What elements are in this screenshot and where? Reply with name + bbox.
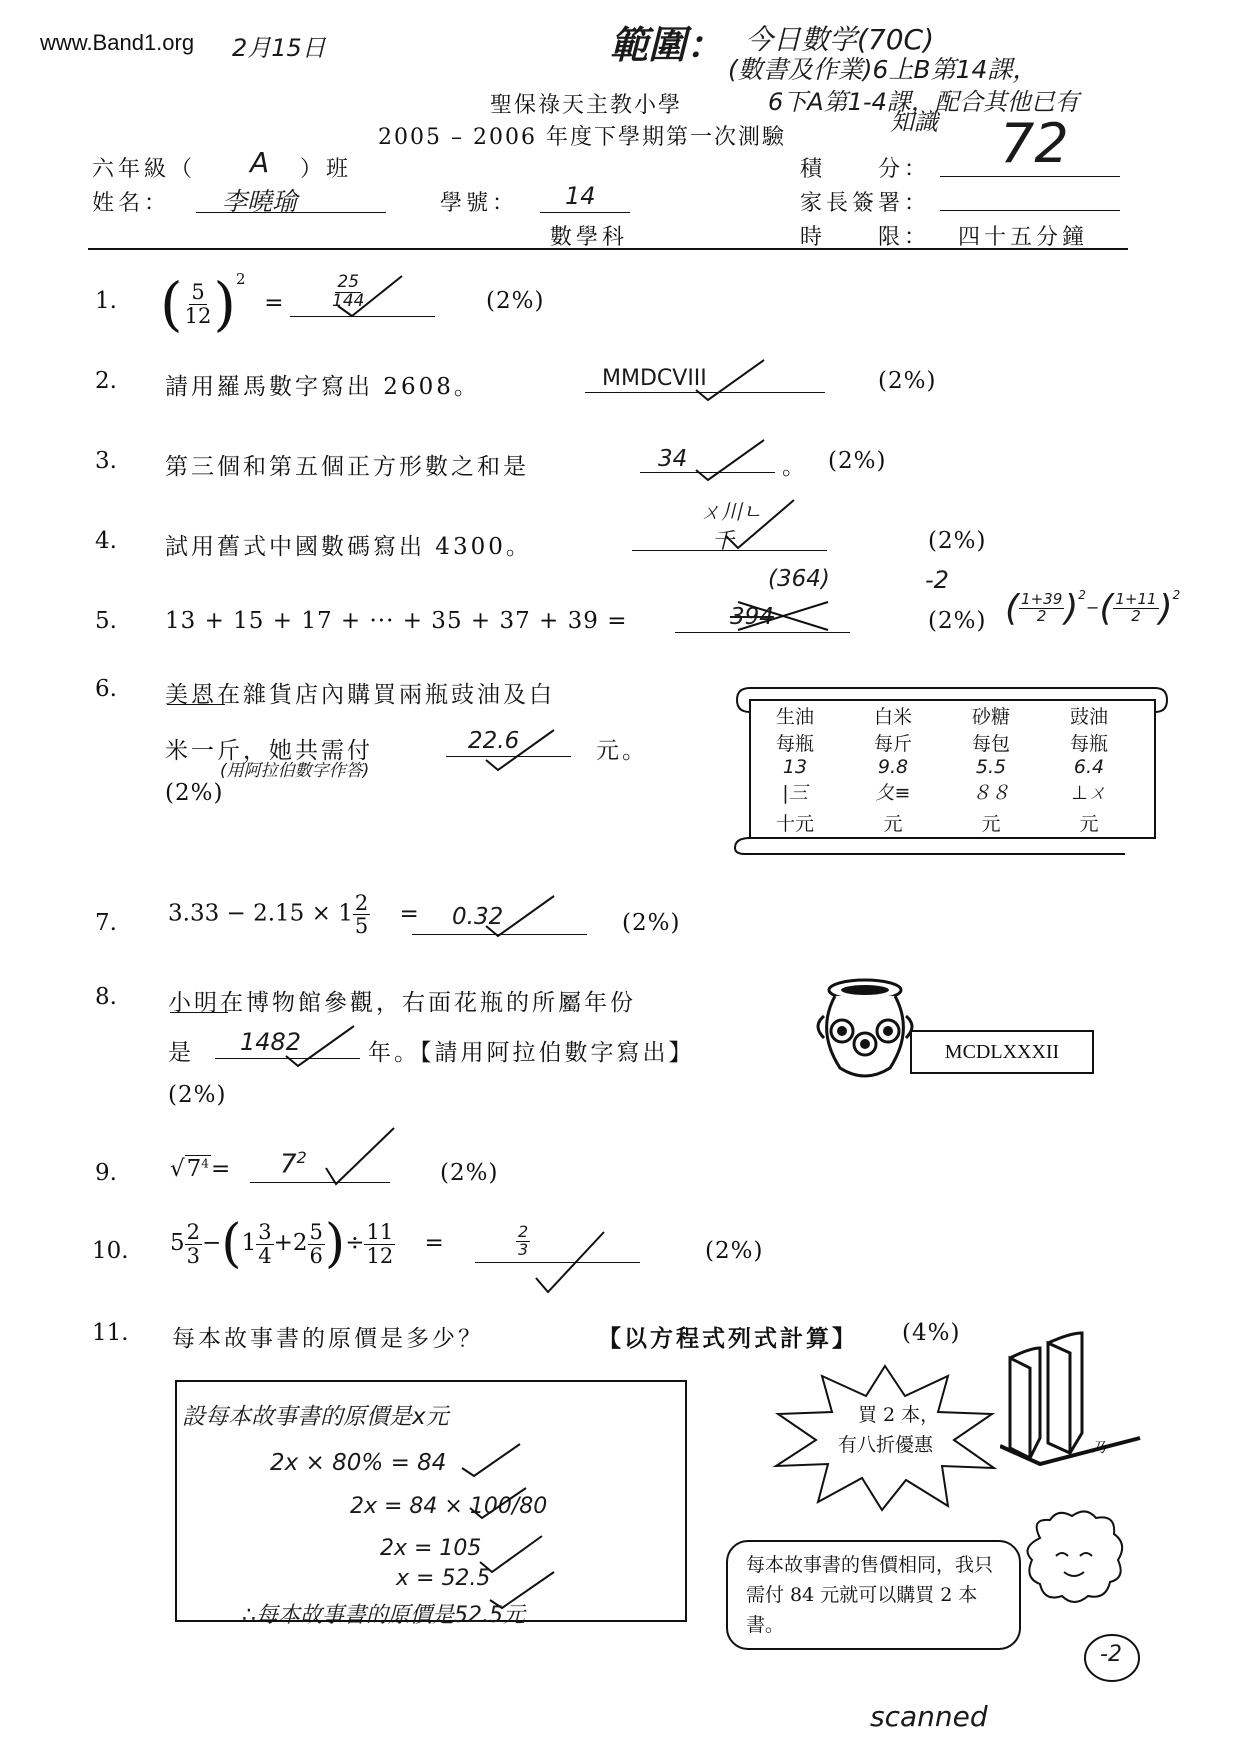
q1-check-icon bbox=[330, 270, 410, 320]
price-table: 生油 每瓶 13 |三 十元 白米 每斤 9.8 夂≡ 元 砂糖 每包 5.5 ８８ 元 豉油 每瓶 6.4 ⊥ㄨ 元 bbox=[775, 706, 1108, 835]
q3-answer: 34 bbox=[658, 446, 688, 472]
parent-signature-label: 家長簽署： bbox=[800, 191, 931, 216]
handwritten-date: 2月15日 bbox=[232, 34, 326, 62]
books-icon bbox=[1000, 1318, 1150, 1468]
q4-check-icon bbox=[720, 496, 800, 556]
q11-working-line6: ∴每本故事書的原價是52.5元 bbox=[242, 1603, 525, 1628]
q9-expression: $√7^4=$ bbox=[170, 1156, 231, 1182]
q8-text-line1: 小明在博物館參觀，右面花瓶的所屬年份 bbox=[168, 990, 636, 1016]
q6-check-icon bbox=[480, 726, 560, 776]
q2-check-icon bbox=[690, 356, 770, 406]
school-name: 聖保祿天主教小學 bbox=[490, 93, 683, 118]
q3-check-icon bbox=[690, 436, 770, 486]
q5-text: 13 + 15 + 17 + ··· + 35 + 37 + 39 = bbox=[165, 608, 628, 634]
scope-label: 範圍： bbox=[610, 23, 725, 67]
site-url: www.Band1.org bbox=[40, 30, 195, 55]
q8-number: 8. bbox=[95, 984, 117, 1010]
q9-marks: (2%) bbox=[440, 1160, 499, 1186]
q6-marks: (2%) bbox=[165, 780, 224, 806]
q1-marks: (2%) bbox=[486, 288, 545, 314]
q7-check-icon bbox=[480, 892, 560, 942]
q4-answer-top: ㄨ川ㄴ bbox=[700, 500, 763, 524]
q11-number: 11. bbox=[92, 1320, 129, 1346]
q9-number: 9. bbox=[95, 1160, 117, 1186]
time-limit-label: 時 限： bbox=[800, 225, 931, 250]
scope-line-2: (數書及作業)6上B第14課， bbox=[728, 55, 1038, 84]
q2-text: 請用羅馬數字寫出 2608。 bbox=[165, 374, 480, 400]
q3-end: 。 bbox=[782, 454, 808, 480]
q10-expression: 5 $\frac{2}{3}$ −(1 $\frac{3}{4}$ +2 $\frac{5}{6}$ )÷ $\frac{11}{12}$ = bbox=[170, 1214, 444, 1274]
cartoon-face-icon bbox=[1020, 1508, 1130, 1613]
q8-text-prefix: 是 bbox=[168, 1040, 194, 1066]
q1-expression: ( $\frac{5}{12}$ )$^2$ = bbox=[160, 270, 284, 338]
class-suffix: ）班 bbox=[300, 157, 353, 182]
student-no-label: 學號： bbox=[440, 191, 519, 216]
q5-number: 5. bbox=[95, 608, 117, 634]
q2-marks: (2%) bbox=[878, 368, 937, 394]
q11-working-line1: 設每本故事書的原價是x元 bbox=[182, 1404, 449, 1430]
q5-cross-icon bbox=[728, 596, 838, 636]
scope-line-4: 知識 bbox=[890, 108, 938, 136]
scanned-note: scanned bbox=[870, 1700, 988, 1733]
q3-text: 第三個和第五個正方形數之和是 bbox=[165, 454, 529, 480]
q11-text: 每本故事書的原價是多少？ bbox=[172, 1326, 484, 1352]
q11-working-line2: 2x × 80% = 84 bbox=[270, 1450, 447, 1476]
q3-number: 3. bbox=[95, 448, 117, 474]
name-label: 姓名： bbox=[92, 191, 171, 216]
q4-number: 4. bbox=[95, 528, 117, 554]
q8-text-suffix: 年。【請用阿拉伯數字寫出】 bbox=[368, 1040, 695, 1066]
q1-answer: $\frac{25}{144}$ bbox=[332, 272, 365, 311]
header-divider bbox=[88, 248, 1128, 250]
q6-number: 6. bbox=[95, 676, 117, 702]
q11-check-icons bbox=[460, 1440, 560, 1610]
q6-note: (用阿拉伯數字作答) bbox=[220, 761, 370, 781]
q9-answer: $7^2$ bbox=[280, 1148, 307, 1180]
q6-text-line2: 米一斤，她共需付 bbox=[165, 738, 373, 764]
q10-answer: $\frac{2}{3}$ bbox=[518, 1222, 529, 1259]
q2-number: 2. bbox=[95, 368, 117, 394]
name-value: 李曉瑜 bbox=[222, 187, 298, 216]
scope-line-3: 6下A第1-4課，配合其他已有 bbox=[768, 88, 1079, 116]
q10-marks: (2%) bbox=[705, 1238, 764, 1264]
time-limit-value: 四十五分鐘 bbox=[958, 225, 1089, 250]
class-value: A bbox=[250, 146, 270, 179]
q8-marks: (2%) bbox=[168, 1082, 227, 1108]
score-label: 積 分： bbox=[800, 157, 931, 182]
q5-answer: 394 bbox=[730, 604, 774, 630]
vase-icon bbox=[810, 976, 920, 1086]
q10-number: 10. bbox=[92, 1238, 129, 1264]
q4-marks: (2%) bbox=[928, 528, 987, 554]
q5-marks: (2%) bbox=[928, 608, 987, 634]
q11-instruction: 【以方程式列式計算】 bbox=[598, 1325, 858, 1352]
q5-correction: (364) bbox=[768, 566, 830, 592]
q4-answer: 千 bbox=[712, 529, 735, 554]
q11-working-line4: 2x = 105 bbox=[380, 1536, 482, 1561]
q2-answer: MMDCVIII bbox=[602, 366, 707, 391]
q10-check-icon bbox=[530, 1228, 610, 1298]
q7-marks: (2%) bbox=[622, 910, 681, 936]
total-score: 72 bbox=[1000, 112, 1069, 175]
burst-line1: 買 2 本， bbox=[858, 1404, 940, 1426]
q5-working: ( $\frac{1+39}{2}$ )$^2$−( $\frac{1+11}{2}$ )$^2$ bbox=[1005, 588, 1181, 629]
q6-unit: 元。 bbox=[596, 738, 648, 764]
svg-text:乃: 乃 bbox=[1092, 1440, 1106, 1456]
class-label: 六年級（ bbox=[92, 157, 197, 182]
q6-answer: 22.6 bbox=[468, 728, 520, 754]
q7-number: 7. bbox=[95, 910, 117, 936]
exam-title: 2005 – 2006 年度下學期第一次測驗 bbox=[378, 125, 786, 150]
burst-line2: 有八折優惠 bbox=[838, 1434, 934, 1456]
q9-check-icon bbox=[320, 1124, 400, 1190]
q7-expression: 3.33 − 2.15 × 1 $\frac{2}{5}$ = bbox=[168, 891, 419, 939]
q11-marks: (4%) bbox=[902, 1320, 961, 1346]
q3-marks: (2%) bbox=[828, 448, 887, 474]
q4-text: 試用舊式中國數碼寫出 4300。 bbox=[165, 534, 532, 560]
q1-number: 1. bbox=[95, 288, 117, 314]
q8-answer: 1482 bbox=[240, 1028, 302, 1056]
q7-answer: 0.32 bbox=[452, 904, 504, 930]
vase-label: MCDLXXXII bbox=[910, 1030, 1094, 1074]
page-mark: -2 bbox=[1100, 1642, 1122, 1667]
scope-line-1: 今日數学(70C) bbox=[745, 23, 935, 56]
q8-check-icon bbox=[280, 1022, 360, 1072]
speech-bubble: 每本故事書的售價相同，我只需付 84 元就可以購買 2 本書。 bbox=[726, 1540, 1021, 1650]
q11-working-line5: x = 52.5 bbox=[396, 1566, 491, 1591]
subject: 數學科 bbox=[550, 225, 629, 250]
student-no-value: 14 bbox=[565, 182, 596, 210]
q11-working-line3: 2x = 84 × 100/80 bbox=[350, 1494, 548, 1519]
q6-text-line1: 美恩在雜貨店內購買兩瓶豉油及白 bbox=[165, 682, 555, 708]
q5-deduction: -2 bbox=[925, 566, 949, 594]
